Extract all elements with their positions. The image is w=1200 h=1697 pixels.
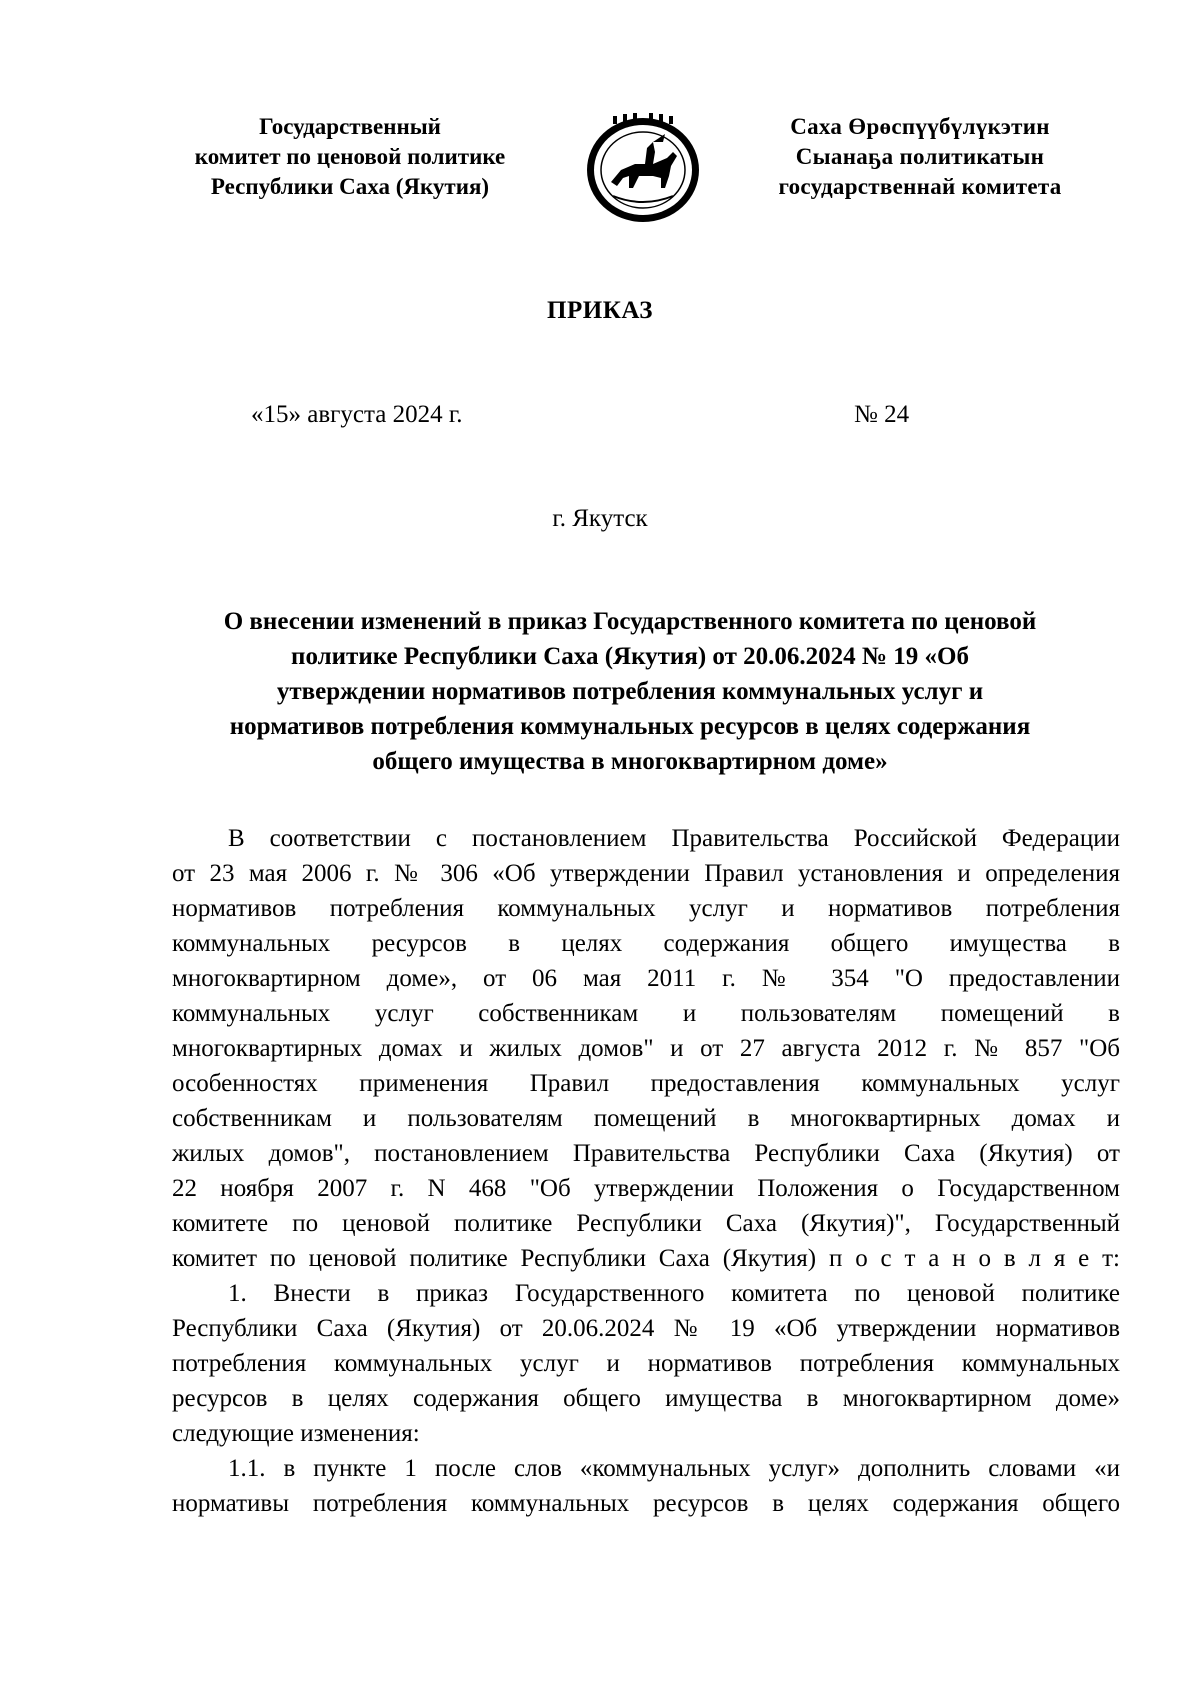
body-line: нормативы потребления коммунальных ресурсов в целях содержания общего: [172, 1490, 1120, 1517]
document-title: ПРИКАЗ: [547, 297, 653, 324]
header-left-line: Республики Саха (Якутия): [210, 174, 490, 199]
header-left-line: Государственный: [259, 114, 441, 139]
header-left-line: комитет по ценовой политике: [194, 144, 506, 169]
body-line: от 23 мая 2006 г. № 306 «Об утверждении Правил установления и определения: [172, 860, 1120, 887]
order-number: № 24: [854, 401, 910, 428]
header-right-line: государственнай комитета: [778, 174, 1062, 199]
body-line: многоквартирных домах и жилых домов" и от 27 августа 2012 г. № 857 "Об: [172, 1035, 1120, 1062]
body-line: 1.1. в пункте 1 после слов «коммунальных услуг» дополнить словами «и: [228, 1455, 1120, 1482]
body-line: собственникам и пользователям помещений в многоквартирных домах и: [172, 1105, 1120, 1132]
body-line: Республики Саха (Якутия) от 20.06.2024 № 19 «Об утверждении нормативов: [172, 1315, 1120, 1342]
body-line: 22 ноября 2007 г. N 468 "Об утверждении Положения о Государственном: [172, 1175, 1120, 1202]
subject-line: общего имущества в многоквартирном доме»: [372, 748, 888, 775]
subject-line: нормативов потребления коммунальных ресурсов в целях содержания: [229, 713, 1031, 740]
header-right-line: Саха Өрөспүүбүлүкэтин: [790, 114, 1050, 139]
body-line: 1. Внести в приказ Государственного комитета по ценовой политике: [228, 1280, 1120, 1307]
body-line: коммунальных услуг собственникам и пользователям помещений в: [172, 1000, 1120, 1027]
header-right-block: [730, 112, 1110, 202]
body-line: ресурсов в целях содержания общего имущества в многоквартирном доме»: [172, 1385, 1120, 1412]
body-line: комитете по ценовой политике Республики Саха (Якутия)", Государственный: [172, 1210, 1120, 1237]
body-line: следующие изменения:: [172, 1420, 420, 1447]
sakha-republic-emblem-icon: [583, 112, 703, 224]
order-date: «15» августа 2024 г.: [251, 401, 463, 428]
body-line: потребления коммунальных услуг и нормативов потребления коммунальных: [172, 1350, 1120, 1377]
body-line: особенностях применения Правил предоставления коммунальных услуг: [172, 1070, 1120, 1097]
header-left-block: [160, 112, 540, 202]
body-line: нормативов потребления коммунальных услуг и нормативов потребления: [172, 895, 1120, 922]
header-right-line: Сыанаҕа политикатын: [795, 144, 1045, 169]
subject-line: утверждении нормативов потребления коммунальных услуг и: [276, 678, 984, 705]
order-body: [172, 821, 1120, 1521]
order-subject: [170, 604, 1090, 779]
order-city: г. Якутск: [552, 505, 648, 532]
body-line: В соответствии с постановлением Правительства Российской Федерации: [228, 825, 1120, 852]
body-line: многоквартирном доме», от 06 мая 2011 г. № 354 "О предоставлении: [172, 965, 1120, 992]
body-line: комитет по ценовой политике Республики Саха (Якутия) п о с т а н о в л я е т:: [172, 1245, 1120, 1272]
subject-line: О внесении изменений в приказ Государственного комитета по ценовой: [223, 608, 1037, 635]
body-line: жилых домов", постановлением Правительства Республики Саха (Якутия) от: [172, 1140, 1120, 1167]
body-line: коммунальных ресурсов в целях содержания общего имущества в: [172, 930, 1120, 957]
subject-line: политике Республики Саха (Якутия) от 20.06.2024 № 19 «Об: [291, 643, 969, 670]
